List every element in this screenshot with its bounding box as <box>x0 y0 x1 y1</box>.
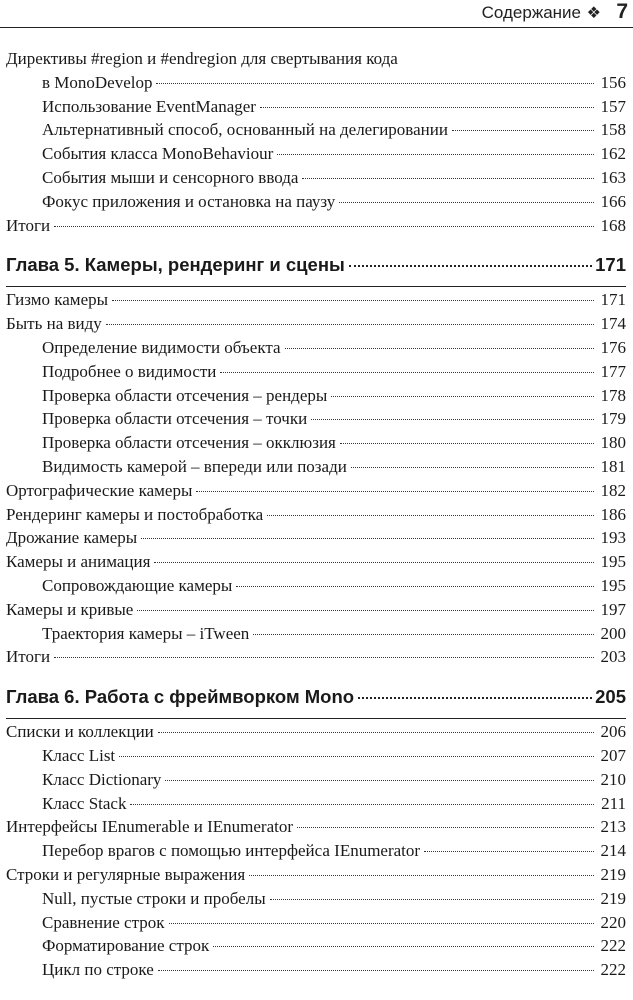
dot-leader <box>340 443 594 444</box>
toc-entry <box>6 338 626 362</box>
toc-entry-page: 177 <box>600 361 626 381</box>
section-title: Содержание <box>481 3 581 22</box>
dot-leader <box>165 780 594 781</box>
dot-leader <box>351 467 594 468</box>
chapter-title: Глава 5. Камеры, рендеринг и сцены <box>6 254 345 276</box>
toc-entry-page: 220 <box>600 912 626 932</box>
dot-leader <box>130 804 594 805</box>
toc-entry-page: 195 <box>600 575 626 595</box>
chapter-heading <box>6 254 626 284</box>
toc-entry-page: 174 <box>600 314 626 334</box>
toc-entry-page: 211 <box>601 793 626 813</box>
toc-entry <box>6 552 626 576</box>
toc-entry <box>6 314 626 338</box>
toc-entry-page: 222 <box>600 936 626 956</box>
dot-leader <box>137 610 594 611</box>
toc-entry-title: Сравнение строк <box>42 912 165 932</box>
table-of-contents <box>6 49 626 984</box>
toc-entry <box>6 362 626 386</box>
toc-entry-page: 222 <box>600 960 626 980</box>
dot-leader <box>253 634 594 635</box>
dot-leader <box>249 875 594 876</box>
toc-entry-title: Строки и регулярные выражения <box>6 864 246 884</box>
toc-entry-title: Фокус приложения и остановка на паузу <box>42 191 336 211</box>
chapter-page: 205 <box>595 686 626 708</box>
toc-entry-title: Директивы #region и #endregion для свертывания кода <box>6 49 398 68</box>
dot-leader <box>285 348 594 349</box>
toc-entry <box>6 913 626 937</box>
toc-entry-title: Траектория камеры – iTween <box>42 623 250 643</box>
toc-entry-page: 214 <box>600 841 626 861</box>
toc-entry-page: 162 <box>600 144 626 164</box>
dot-leader <box>452 130 594 131</box>
toc-entry-page: 213 <box>600 817 626 837</box>
dot-leader <box>267 515 594 516</box>
toc-entry <box>6 624 626 648</box>
toc-entry-title: Класс Dictionary <box>42 769 162 789</box>
toc-entry-title: Сопровождающие камеры <box>42 575 233 595</box>
toc-entry-title: в MonoDevelop <box>42 72 153 92</box>
toc-entry-page: 179 <box>600 409 626 429</box>
toc-entry-title: Форматирование строк <box>42 936 210 956</box>
toc-entry <box>6 960 626 984</box>
toc-entry <box>6 216 626 240</box>
dot-leader <box>54 226 594 227</box>
toc-entry-page: 163 <box>600 167 626 187</box>
page-number: 7 <box>616 0 628 23</box>
toc-entry <box>6 409 626 433</box>
toc-entry-page: 193 <box>600 528 626 548</box>
toc-entry-page: 168 <box>600 215 626 235</box>
chapter-heading <box>6 686 626 716</box>
toc-entry-page: 180 <box>600 433 626 453</box>
dot-leader <box>158 732 594 733</box>
toc-entry-title: Списки и коллекции <box>6 722 154 742</box>
dot-leader <box>358 697 592 699</box>
toc-entry <box>6 865 626 889</box>
toc-entry-title: Проверка области отсечения – точки <box>42 409 308 429</box>
toc-entry <box>6 386 626 410</box>
toc-entry-page: 219 <box>600 864 626 884</box>
dot-leader <box>302 178 594 179</box>
toc-entry-page: 166 <box>600 191 626 211</box>
dot-leader <box>196 491 594 492</box>
toc-entry <box>6 49 626 73</box>
toc-entry <box>6 192 626 216</box>
dot-leader <box>331 396 594 397</box>
toc-entry <box>6 936 626 960</box>
toc-entry-title: Гизмо камеры <box>6 290 109 310</box>
toc-entry-title: Камеры и кривые <box>6 599 134 619</box>
dot-leader <box>154 562 594 563</box>
toc-entry-page: 181 <box>600 456 626 476</box>
toc-entry-title: События класса MonoBehaviour <box>42 144 274 164</box>
toc-entry-page: 176 <box>600 337 626 357</box>
chapter-entries <box>6 722 626 984</box>
toc-entry-title: Быть на виду <box>6 314 102 334</box>
toc-entry <box>6 168 626 192</box>
toc-entry <box>6 528 626 552</box>
running-header <box>0 0 633 30</box>
toc-entry-title: Видимость камерой – впереди или позади <box>42 456 347 476</box>
toc-entry <box>6 576 626 600</box>
toc-entry-title: Подробнее о видимости <box>42 361 217 381</box>
toc-entry-title: Камеры и анимация <box>6 552 151 572</box>
toc-entry-title: Дрожание камеры <box>6 528 138 548</box>
toc-entry-page: 186 <box>600 504 626 524</box>
dot-leader <box>156 83 594 84</box>
toc-entry <box>6 600 626 624</box>
toc-entry <box>6 433 626 457</box>
toc-entry <box>6 120 626 144</box>
dot-leader <box>213 946 594 947</box>
toc-entry-page: 200 <box>600 623 626 643</box>
dot-leader <box>424 851 594 852</box>
dot-leader <box>112 300 594 301</box>
toc-entry <box>6 144 626 168</box>
toc-entry-page: 178 <box>600 385 626 405</box>
dot-leader <box>277 154 594 155</box>
toc-entry <box>6 97 626 121</box>
dot-leader <box>349 265 592 267</box>
dot-leader <box>169 923 595 924</box>
toc-entry-page: 197 <box>600 599 626 619</box>
dot-leader <box>236 586 594 587</box>
toc-entry-page: 206 <box>600 722 626 742</box>
toc-entry-page: 171 <box>600 290 626 310</box>
dot-leader <box>311 419 594 420</box>
toc-entry-title: Альтернативный способ, основанный на делегировании <box>42 120 448 140</box>
toc-entry-page: 195 <box>600 552 626 572</box>
toc-entry-title: Класс List <box>42 745 116 765</box>
toc-entry-title: Ортографические камеры <box>6 480 193 500</box>
toc-entry-title: Определение видимости объекта <box>42 337 281 357</box>
chapter-page: 171 <box>595 254 626 276</box>
toc-entry-title: События мыши и сенсорного ввода <box>42 167 299 187</box>
dot-leader <box>158 970 594 971</box>
toc-entry <box>6 889 626 913</box>
header-rule <box>0 27 633 28</box>
chapter-rule <box>6 286 626 287</box>
toc-entry <box>6 647 626 671</box>
toc-entry-page: 157 <box>600 96 626 116</box>
toc-entry-page: 219 <box>600 888 626 908</box>
dot-leader <box>220 372 594 373</box>
toc-entry-title: Рендеринг камеры и постобработка <box>6 504 264 524</box>
dot-leader <box>54 657 594 658</box>
dot-leader <box>141 538 594 539</box>
toc-entry-page: 156 <box>600 72 626 92</box>
toc-entry-title: Null, пустые строки и пробелы <box>42 888 266 908</box>
toc-entry-page: 210 <box>600 769 626 789</box>
toc-entry-title: Перебор врагов с помощью интерфейса IEnumerator <box>42 841 421 861</box>
dot-leader <box>260 107 594 108</box>
toc-entry-title: Использование EventManager <box>42 96 256 116</box>
dot-leader <box>297 827 594 828</box>
toc-entry-title: Итоги <box>6 215 51 235</box>
toc-entry <box>6 73 626 97</box>
dot-leader <box>106 324 594 325</box>
toc-entry <box>6 770 626 794</box>
toc-entry-title: Итоги <box>6 647 51 667</box>
toc-entry-page: 207 <box>600 745 626 765</box>
chapter-rule <box>6 718 626 719</box>
ornament-icon: ❖ <box>586 3 601 22</box>
toc-entry <box>6 722 626 746</box>
toc-entry-title: Цикл по строке <box>42 960 154 980</box>
toc-entry <box>6 817 626 841</box>
toc-entry <box>6 481 626 505</box>
toc-entry-title: Класс Stack <box>42 793 127 813</box>
toc-entry <box>6 505 626 529</box>
dot-leader <box>270 899 594 900</box>
toc-entry <box>6 746 626 770</box>
toc-entry-page: 203 <box>600 647 626 667</box>
toc-entry-title: Интерфейсы IEnumerable и IEnumerator <box>6 817 294 837</box>
toc-entry <box>6 457 626 481</box>
toc-entry <box>6 841 626 865</box>
toc-entry-title: Проверка области отсечения – окклюзия <box>42 433 336 453</box>
dot-leader <box>119 756 594 757</box>
toc-entry <box>6 290 626 314</box>
chapter-title: Глава 6. Работа с фреймворком Mono <box>6 686 355 708</box>
toc-entry-page: 158 <box>600 120 626 140</box>
toc-entry <box>6 794 626 818</box>
toc-entry-title: Проверка области отсечения – рендеры <box>42 385 328 405</box>
toc-entry-page: 182 <box>600 480 626 500</box>
chapter-entries <box>6 290 626 671</box>
dot-leader <box>339 202 594 203</box>
